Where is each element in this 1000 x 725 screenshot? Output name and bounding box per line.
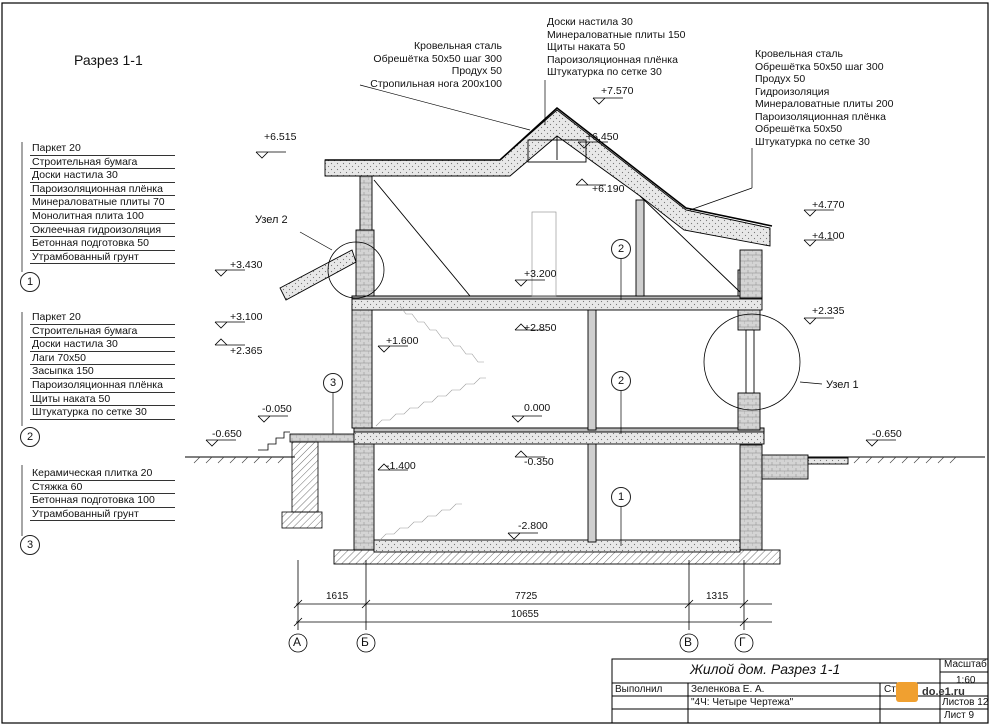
level-label: +4.100	[812, 230, 845, 242]
ground-floor-slab	[354, 428, 764, 444]
floor-marker: 3	[323, 373, 343, 393]
level-label: -0.650	[872, 428, 902, 440]
level-label: +4.770	[812, 199, 845, 211]
level-label: +2.335	[812, 305, 845, 317]
level-label: 0.000	[524, 402, 551, 414]
porch-foundation	[258, 432, 354, 528]
level-label: -1.400	[386, 460, 416, 472]
sheet-number: Лист 9	[944, 710, 975, 721]
floor-marker: 2	[611, 371, 631, 391]
axis-label: А	[293, 635, 302, 649]
level-label: -0.650	[212, 428, 242, 440]
work-name: "4Ч: Четыре Чертежа"	[691, 697, 794, 708]
roof-callout-left: Кровельная сталь Обрешётка 50x50 шаг 300 Продух 50 Стропильная нога 200x100	[370, 40, 502, 90]
sheet-label: Ст	[884, 684, 896, 695]
floor-legend-2-marker: 2	[20, 427, 40, 447]
second-floor-slab	[352, 296, 762, 310]
floor-legend-3: Керамическая плитка 20 Стяжка 60 Бетонная подготовка 100 Утрамбованный грунт	[30, 467, 175, 521]
level-label: +3.100	[230, 311, 263, 323]
scale-label: Масштаб	[944, 659, 987, 670]
sheets-total: Листов 12	[942, 697, 989, 708]
node1-label: Узел 1	[826, 379, 859, 391]
level-label: -2.800	[518, 520, 548, 532]
roof-callout-right: Кровельная сталь Обрешётка 50x50 шаг 300 Продух 50 Гидроизоляция Минераловатные плиты 200 Пароизоляционная плёнка Обрешётка 50x50 Штукатурка по сетке 30	[755, 48, 894, 148]
basement-walls	[334, 432, 848, 564]
axis-label: Г	[739, 635, 746, 649]
roof-callout-center: Доски настила 30 Минераловатные плиты 150 Щиты наката 50 Пароизоляционная плёнка Штукатурка по сетке 30	[547, 16, 686, 78]
level-label: +2.365	[230, 345, 263, 357]
level-label: +2.850	[524, 322, 557, 334]
watermark-text: do.e1.ru	[922, 686, 965, 698]
axis-label: В	[684, 635, 693, 649]
performer-label: Выполнил	[615, 684, 663, 695]
axis-label: Б	[361, 635, 369, 649]
level-label: -0.350	[524, 456, 554, 468]
level-label: +3.430	[230, 259, 263, 271]
floor-legend-1-marker: 1	[20, 272, 40, 292]
floor-marker: 1	[611, 487, 631, 507]
dimension-label: 1315	[706, 591, 729, 602]
level-label: +7.570	[601, 85, 634, 97]
floor-legend-3-marker: 3	[20, 535, 40, 555]
level-label: +6.190	[592, 183, 625, 195]
level-label: +6.450	[586, 131, 619, 143]
performer-name: Зеленкова Е. А.	[691, 684, 765, 695]
drawing-name: Жилой дом. Разрез 1-1	[690, 661, 841, 677]
floor-marker: 2	[611, 239, 631, 259]
level-label: +3.200	[524, 268, 557, 280]
level-label: +6.515	[264, 131, 297, 143]
level-label: -0.050	[262, 403, 292, 415]
dimension-label: 10655	[511, 609, 539, 620]
dimension-label: 7725	[515, 591, 538, 602]
floor-legend-1: Паркет 20 Строительная бумага Доски настила 30 Пароизоляционная плёнка Минераловатные плиты 70 Монолитная плита 100 Оклеечная гидроизоляция Бетонная подготовка 50 Утрамбованный грунт	[30, 142, 175, 264]
dimension-label: 1615	[326, 591, 349, 602]
watermark-logo	[896, 682, 918, 702]
floor-legend-2: Паркет 20 Строительная бумага Доски настила 30 Лаги 70x50 Засыпка 150 Пароизоляционная плёнка Щиты наката 50 Штукатурка по сетке 30	[30, 311, 175, 420]
scale-value: 1:60	[956, 675, 976, 686]
node2-label: Узел 2	[255, 214, 288, 226]
level-label: +1.600	[386, 335, 419, 347]
page-title: Разрез 1-1	[74, 52, 143, 68]
